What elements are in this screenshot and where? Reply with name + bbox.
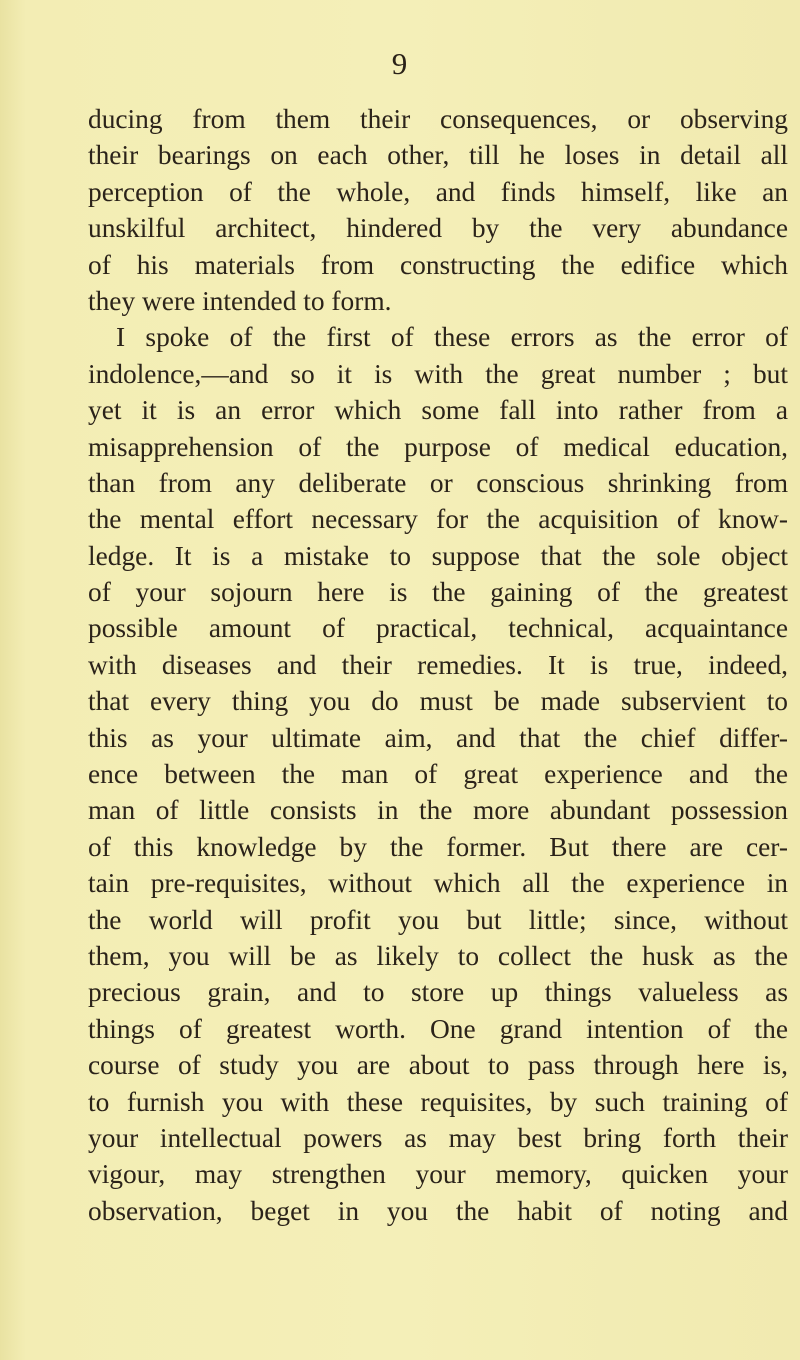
text-line: them, you will be as likely to collect the husk as the [88, 940, 788, 971]
text-line: than from any deliberate or conscious shrinking from [88, 467, 788, 498]
text-line: of your sojourn here is the gaining of the greatest [88, 577, 788, 608]
text-line: ledge. It is a mistake to suppose that the sole object [88, 540, 788, 571]
text-line: that every thing you do must be made subservient to [88, 686, 788, 717]
text-line: misapprehension of the purpose of medical education, [88, 431, 788, 462]
text-line: ence between the man of great experience and the [88, 759, 788, 790]
text-line: precious grain, and to store up things valueless as [88, 977, 788, 1008]
text-line: unskilful architect, hindered by the very abundance [88, 213, 788, 244]
text-line: I spoke of the first of these errors as the error of [116, 322, 788, 353]
text-line: indolence,—and so it is with the great number ; but [88, 358, 788, 389]
text-line: of his materials from constructing the edifice which [88, 249, 788, 280]
text-line: observation, beget in you the habit of noting and [88, 1195, 788, 1226]
text-line: yet it is an error which some fall into rather from a [88, 395, 788, 426]
text-line: this as your ultimate aim, and that the chief differ- [88, 722, 788, 753]
text-line: your intellectual powers as may best bring forth their [88, 1122, 788, 1153]
text-line: things of greatest worth. One grand intention of the [88, 1013, 788, 1044]
text-line: the mental effort necessary for the acquisition of know- [88, 504, 788, 535]
text-line: perception of the whole, and finds himself, like an [88, 176, 788, 207]
text-line: of this knowledge by the former. But there are cer- [88, 831, 788, 862]
text-line: the world will profit you but little; since, without [88, 904, 788, 935]
text-line: to furnish you with these requisites, by such training of [88, 1086, 788, 1117]
page-number: 9 [391, 46, 409, 81]
text-line: they were intended to form. [88, 285, 392, 316]
text-line: with diseases and their remedies. It is true, indeed, [88, 649, 788, 680]
text-line: man of little consists in the more abundant possession [88, 795, 788, 826]
text-line: ducing from them their consequences, or observing [88, 104, 788, 134]
text-line: vigour, may strengthen your memory, quicken your [88, 1159, 788, 1190]
text-line: possible amount of practical, technical, acquaintance [88, 613, 788, 644]
text-line: tain pre-requisites, without which all the experience in [88, 868, 788, 899]
text-line: their bearings on each other, till he loses in detail all [88, 140, 788, 171]
body-text [88, 101, 788, 1229]
text-line: course of study you are about to pass through here is, [88, 1050, 788, 1081]
